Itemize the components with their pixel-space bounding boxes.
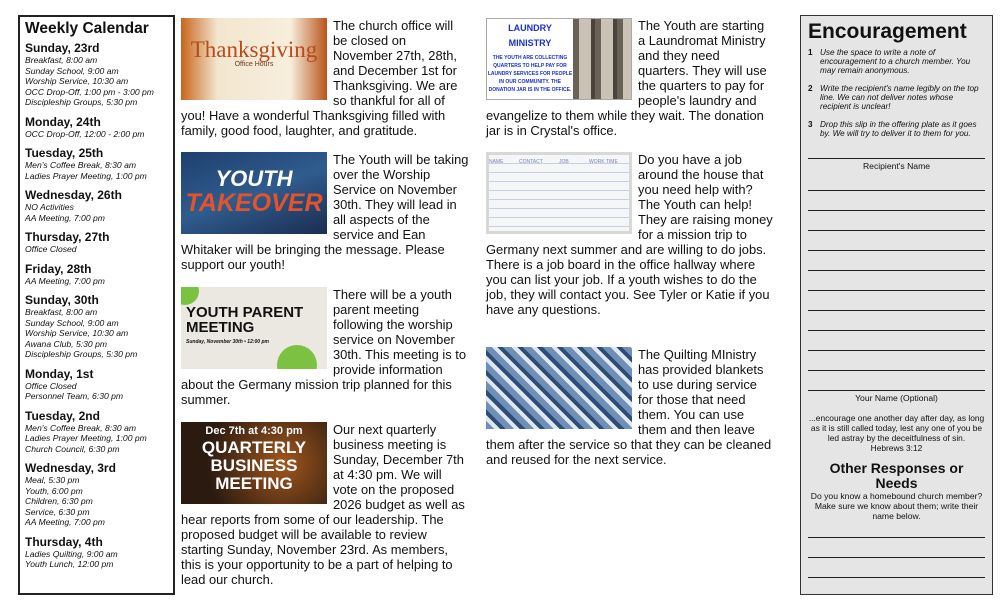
encouragement-slip: [800, 15, 993, 595]
calendar-day: [25, 230, 168, 255]
youth-takeover-article: [181, 152, 469, 272]
article-text: The Quilting MInistry has provided blankets to use during service for those that need them. You can use them and then leave them after the service so that they can be cleaned and reused for the next service.: [486, 347, 772, 467]
your-name-label: Your Name (Optional): [855, 393, 938, 403]
article-text: Our next quarterly business meeting is Sunday, December 7th at 4:30 pm. We will vote on the proposed 2026 budget as well as hear reports from some of our leadership. The proposed budget will be available to review starting Sunday, November 23rd. As members, this is your opportunity to be a part of helping to lead our church.: [181, 422, 465, 587]
day-heading: Sunday, 30th: [25, 293, 99, 307]
image-line: MEETING: [215, 474, 293, 493]
calendar-event: Men's Coffee Break, 8:30 am: [25, 422, 137, 433]
article-text: The church office will be closed on November 27th, 28th, and December 1st for Thanksgiving. We are so thankful for all of you! Have a wonderful Thanksgiving filled with family, good food, laughter, and gratitude.: [181, 18, 458, 138]
verse-text: ...encourage one another day after day, as long as it is still called today, lest any one of you be led astray by the deceitfulness of sin.: [808, 413, 985, 443]
job-board-image: [486, 152, 632, 234]
recipient-label: Recipient's Name: [862, 161, 931, 171]
step-text: Use the space to write a note of encouragement to a church member. You may remain anonymous.: [820, 48, 971, 75]
instruction-step: [808, 84, 985, 111]
calendar-event: Worship Service, 10:30 am: [25, 328, 129, 338]
calendar-event: Meal, 5:30 pm: [25, 475, 80, 485]
image-line: Dec 7th at 4:30 pm: [205, 425, 303, 437]
calendar-event: NO Activities: [25, 202, 74, 212]
board-header: JOB: [559, 159, 569, 165]
calendar-event: Youth Lunch, 12:00 pm: [25, 559, 114, 569]
calendar-day: [25, 41, 168, 108]
calendar-event: Men's Coffee Break, 8:30 am: [25, 160, 137, 170]
day-heading: Thursday, 4th: [25, 534, 103, 549]
article-text: The Youth will be taking over the Worship Service on November 30th. They will lead in all aspects of the service and Ean Whitaker will be bringing the message. Please support our youth!: [181, 152, 469, 272]
youth-parent-meeting-article: [181, 287, 469, 407]
note-line[interactable]: [808, 210, 985, 211]
business-meeting-article: [181, 422, 469, 587]
calendar-day: [25, 367, 168, 402]
calendar-event: OCC Drop-Off, 12:00 - 2:00 pm: [25, 128, 145, 139]
response-line[interactable]: [808, 537, 985, 538]
day-heading: Thursday, 27th: [25, 230, 110, 244]
calendar-event: Ladies Prayer Meeting, 1:00 pm: [25, 170, 147, 181]
instruction-step: [808, 48, 985, 75]
calendar-event: OCC Drop-Off, 1:00 pm - 3:00 pm: [25, 86, 154, 97]
article-text: There will be a youth parent meeting following the worship service on November 30th. This meeting is to provide information about the Germany mission trip planned for this summer.: [181, 287, 467, 407]
job-board-article: [486, 152, 774, 317]
day-heading: Tuesday, 25th: [25, 146, 104, 160]
calendar-event: AA Meeting, 7:00 pm: [25, 212, 105, 223]
recipient-line[interactable]: [808, 158, 985, 159]
calendar-event: Office Closed: [25, 380, 77, 391]
note-line[interactable]: [808, 190, 985, 191]
other-responses-title: Other Responses or Needs: [829, 460, 964, 491]
calendar-title: Weekly Calendar: [25, 20, 149, 37]
note-line[interactable]: [808, 310, 985, 311]
image-line: TAKEOVER: [185, 189, 323, 217]
calendar-event: Service, 6:30 pm: [25, 506, 90, 517]
quilting-article: [486, 347, 774, 467]
calendar-day: [25, 293, 168, 360]
calendar-event: Breakfast, 8:00 am: [25, 55, 98, 65]
calendar-event: Breakfast, 8:00 am: [25, 307, 98, 317]
verse-reference: Hebrews 3:12: [870, 443, 923, 453]
step-number: 2: [808, 84, 813, 93]
note-line[interactable]: [808, 290, 985, 291]
youth-parent-meeting-image: [181, 287, 327, 369]
calendar-event: Discipleship Groups, 5:30 pm: [25, 97, 138, 107]
calendar-day: [25, 146, 168, 181]
image-title: LAUNDRY MINISTRY: [508, 23, 552, 48]
step-number: 1: [808, 48, 813, 57]
calendar-day: [25, 409, 168, 455]
calendar-event: Worship Service, 10:30 am: [25, 76, 129, 86]
day-heading: Friday, 28th: [25, 261, 92, 276]
calendar-event: Sunday School, 9:00 am: [25, 65, 119, 76]
calendar-event: Youth, 6:00 pm: [25, 485, 83, 496]
note-line[interactable]: [808, 350, 985, 351]
calendar-event: Sunday School, 9:00 am: [25, 317, 119, 328]
thanksgiving-article: [181, 18, 469, 138]
calendar-event: Awana Club, 5:30 pm: [25, 338, 108, 349]
image-line: YOUTH: [215, 166, 293, 191]
day-heading: Wednesday, 26th: [25, 188, 122, 202]
image-subtitle: Sunday, November 30th • 12:00 pm: [186, 339, 269, 345]
board-header: CONTACT: [519, 159, 543, 165]
calendar-event: Personnel Team, 6:30 pm: [25, 391, 124, 401]
your-name-line[interactable]: [808, 390, 985, 391]
day-heading: Monday, 1st: [25, 366, 94, 381]
article-text: The Youth are starting a Laundromat Ministry and they need quarters. They will use the quarters to pay for people's laundry and evangelize to them while they wait. The donation jar is in Crystal's office.: [486, 18, 767, 138]
day-heading: Monday, 24th: [25, 114, 101, 129]
encouragement-title: Encouragement: [808, 20, 967, 43]
laundry-ministry-article: [486, 18, 774, 138]
laundry-ministry-image: [486, 18, 632, 100]
weekly-calendar: [18, 15, 175, 595]
step-text: Drop this slip in the offering plate as it goes by. We will try to deliver it to them for you.: [820, 120, 977, 138]
board-header: WORK TIME: [589, 159, 618, 165]
board-header: NAME: [489, 159, 504, 165]
article-text: Do you have a job around the house that you need help with? The Youth can help! They are raising money for a mission trip to Germany next summer and are willing to do jobs. There is a job board in the office hallway where you can list your job. If a youth wishes to do the job, they will contact you. See Tyler or Katie if you have any questions.: [486, 152, 773, 317]
day-heading: Tuesday, 2nd: [25, 408, 100, 423]
quilting-image: [486, 347, 632, 429]
youth-takeover-image: [181, 152, 327, 234]
note-line[interactable]: [808, 330, 985, 331]
calendar-event: Ladies Prayer Meeting, 1:00 pm: [25, 433, 147, 443]
calendar-event: Children, 6:30 pm: [25, 496, 93, 506]
image-line: MEETING: [186, 319, 255, 336]
calendar-event: AA Meeting, 7:00 pm: [25, 517, 105, 527]
calendar-event: Church Council, 6:30 pm: [25, 443, 120, 454]
calendar-event: AA Meeting, 7:00 pm: [25, 275, 105, 286]
day-heading: Sunday, 23rd: [25, 41, 100, 55]
image-line: YOUTH PARENT: [186, 304, 304, 321]
image-title: Thanksgiving: [190, 37, 318, 62]
day-heading: Wednesday, 3rd: [25, 461, 116, 475]
calendar-day: [25, 188, 168, 223]
step-text: Write the recipient's name legibly on the top line. We can not deliver notes whose recipient is unclear!: [820, 84, 979, 111]
calendar-event: Office Closed: [25, 244, 77, 254]
image-line: QUARTERLY: [201, 438, 307, 457]
calendar-day: [25, 535, 168, 570]
note-line[interactable]: [808, 230, 985, 231]
image-body: THE YOUTH ARE COLLECTING QUARTERS TO HELP PAY FOR LAUNDRY SERVICES FOR PEOPLE IN OUR COMMUNITY. THE DONATION JAR IS IN THE OFFICE.: [487, 55, 573, 93]
calendar-event: Ladies Quilting, 9:00 am: [25, 548, 118, 559]
note-line[interactable]: [808, 370, 985, 371]
response-line[interactable]: [808, 557, 985, 558]
calendar-day: [25, 262, 168, 287]
calendar-day: [25, 115, 168, 140]
image-line: BUSINESS: [210, 456, 298, 475]
business-meeting-image: [181, 422, 327, 504]
calendar-day: [25, 461, 168, 528]
note-line[interactable]: [808, 270, 985, 271]
image-subtitle: Office Hours: [234, 61, 274, 68]
calendar-event: Discipleship Groups, 5:30 pm: [25, 349, 138, 359]
other-responses-text: Do you know a homebound church member? Make sure we know about them; write their name below.: [810, 491, 983, 521]
step-number: 3: [808, 120, 813, 129]
response-line[interactable]: [808, 577, 985, 578]
thanksgiving-image: [181, 18, 327, 100]
note-line[interactable]: [808, 250, 985, 251]
instruction-step: [808, 120, 985, 138]
